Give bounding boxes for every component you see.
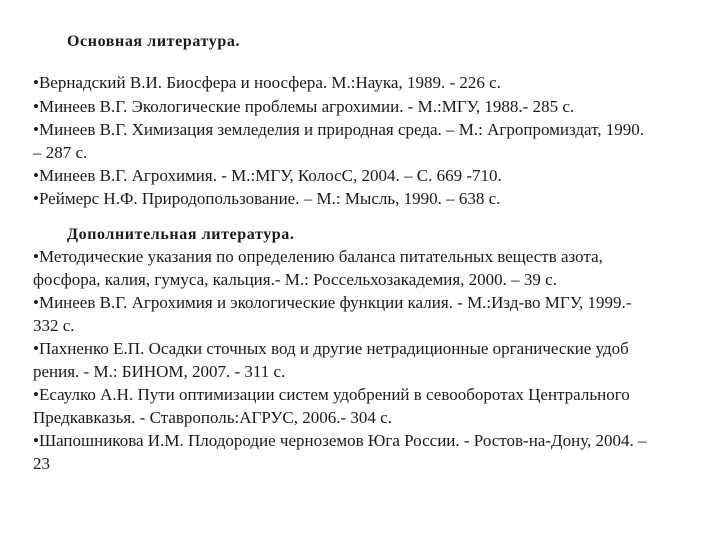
main-literature-line: •Реймерс Н.Ф. Природопользование. – М.: Мысль, 1990. – 638 с. (33, 189, 501, 208)
additional-literature-line: Предкавказья. - Ставрополь:АГРУС, 2006.- 304 с. (33, 408, 392, 427)
additional-literature-line: •Шапошникова И.М. Плодородие черноземов Юга России. - Ростов-на-Дону, 2004. – (33, 431, 647, 450)
additional-literature-line: 23 (33, 454, 50, 473)
additional-literature-line: •Методические указания по определению баланса питательных веществ азота, (33, 247, 603, 266)
main-literature-line: – 287 с. (33, 143, 88, 162)
additional-literature-line: 332 с. (33, 316, 75, 335)
main-literature-heading: Основная литература. (67, 33, 241, 50)
main-literature-line: •Минеев В.Г. Химизация земледелия и природная среда. – М.: Агропромиздат, 1990. (33, 120, 645, 139)
additional-literature-line: фосфора, калия, гумуса, кальция.- М.: Россельхозакадемия, 2000. – 39 с. (33, 270, 557, 289)
additional-literature-line: рения. - М.: БИНОМ, 2007. - 311 с. (33, 362, 286, 381)
main-literature-line: •Минеев В.Г. Агрохимия. - М.:МГУ, КолосС, 2004. – С. 669 -710. (33, 166, 502, 185)
main-literature-line: •Минеев В.Г. Экологические проблемы агрохимии. - М.:МГУ, 1988.- 285 с. (33, 97, 575, 116)
additional-literature-line: •Минеев В.Г. Агрохимия и экологические функции калия. - М.:Изд-во МГУ, 1999.- (33, 293, 632, 312)
additional-literature-line: •Есаулко А.Н. Пути оптимизации систем удобрений в севооборотах Центрального (33, 385, 630, 404)
additional-literature-line: •Пахненко Е.П. Осадки сточных вод и другие нетрадиционные органические удоб (33, 339, 629, 358)
additional-literature-heading: Дополнительная литература. (67, 226, 295, 243)
main-literature-line: •Вернадский В.И. Биосфера и ноосфера. М.:Наука, 1989. - 226 с. (33, 73, 501, 92)
